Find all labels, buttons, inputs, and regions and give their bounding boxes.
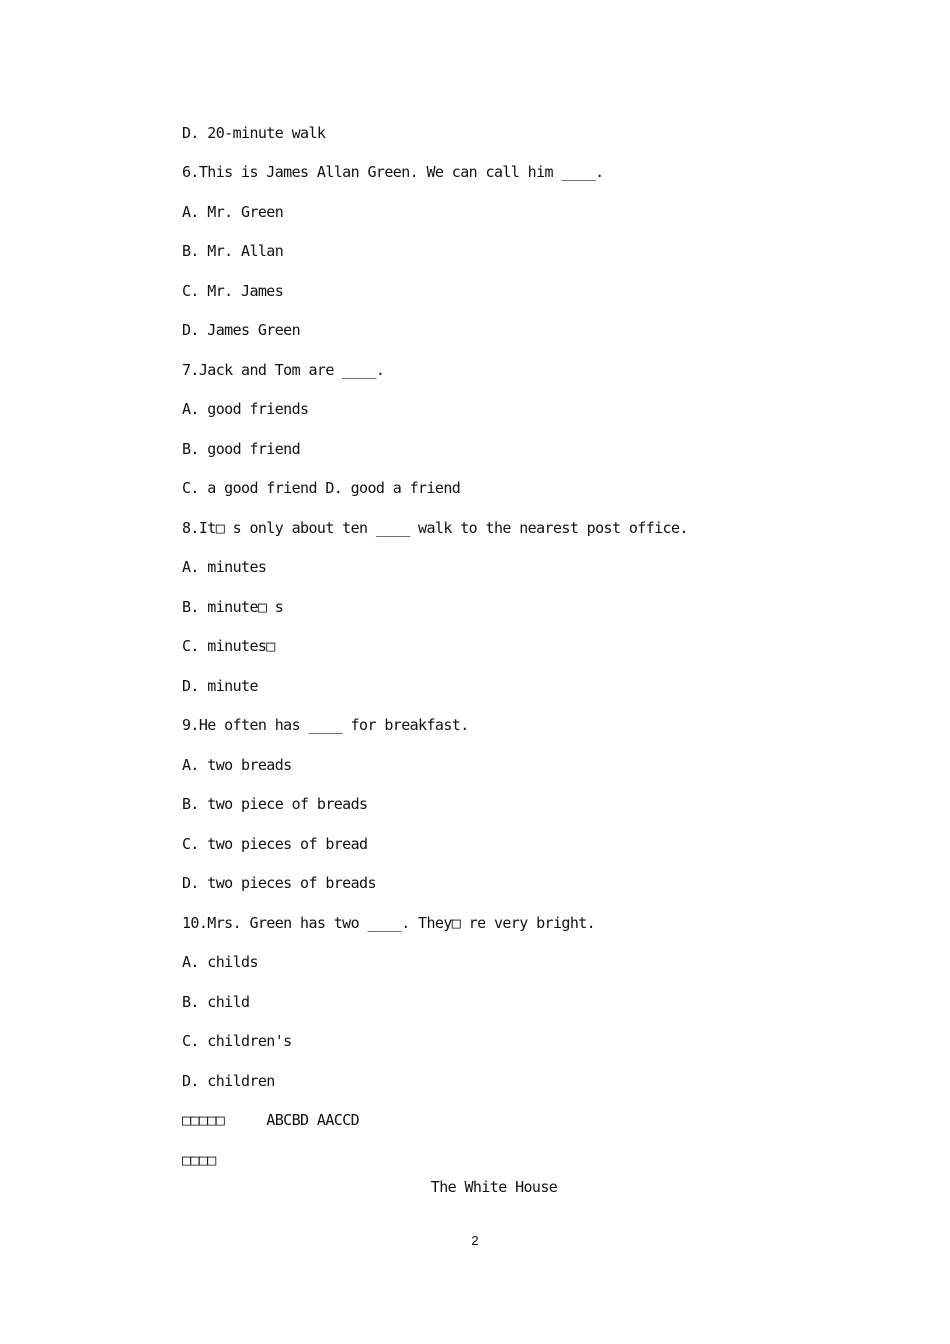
- question-7: 7.Jack and Tom are ____.: [182, 361, 385, 379]
- option-8b: B. minute□ s: [182, 598, 284, 616]
- option-10c: C. children's: [182, 1032, 292, 1050]
- section-heading: □□□□: [182, 1151, 216, 1169]
- option-8d: D. minute: [182, 677, 258, 695]
- option-7b: B. good friend: [182, 440, 301, 458]
- question-8: 8.It□ s only about ten ____ walk to the nearest post office.: [182, 519, 688, 537]
- option-10b: B. child: [182, 993, 250, 1011]
- option-9c: C. two pieces of bread: [182, 835, 368, 853]
- option-7cd: C. a good friend D. good a friend: [182, 479, 461, 497]
- answer-key: □□□□□ ABCBD AACCD: [182, 1111, 360, 1129]
- passage-title: The White House: [430, 1178, 558, 1196]
- option-10a: A. childs: [182, 953, 258, 971]
- option-7a: A. good friends: [182, 400, 309, 418]
- option-8a: A. minutes: [182, 558, 267, 576]
- option-5d: D. 20-minute walk: [182, 124, 326, 142]
- question-9: 9.He often has ____ for breakfast.: [182, 716, 469, 734]
- option-6d: D. James Green: [182, 321, 301, 339]
- option-9d: D. two pieces of breads: [182, 874, 376, 892]
- option-6b: B. Mr. Allan: [182, 242, 284, 260]
- option-6a: A. Mr. Green: [182, 203, 284, 221]
- page-number: 2: [471, 1233, 479, 1248]
- option-9a: A. two breads: [182, 756, 292, 774]
- option-10d: D. children: [182, 1072, 275, 1090]
- option-8c: C. minutes□: [182, 637, 275, 655]
- question-10: 10.Mrs. Green has two ____. They□ re very bright.: [182, 914, 596, 932]
- option-9b: B. two piece of breads: [182, 795, 368, 813]
- question-6: 6.This is James Allan Green. We can call him ____.: [182, 163, 604, 181]
- option-6c: C. Mr. James: [182, 282, 284, 300]
